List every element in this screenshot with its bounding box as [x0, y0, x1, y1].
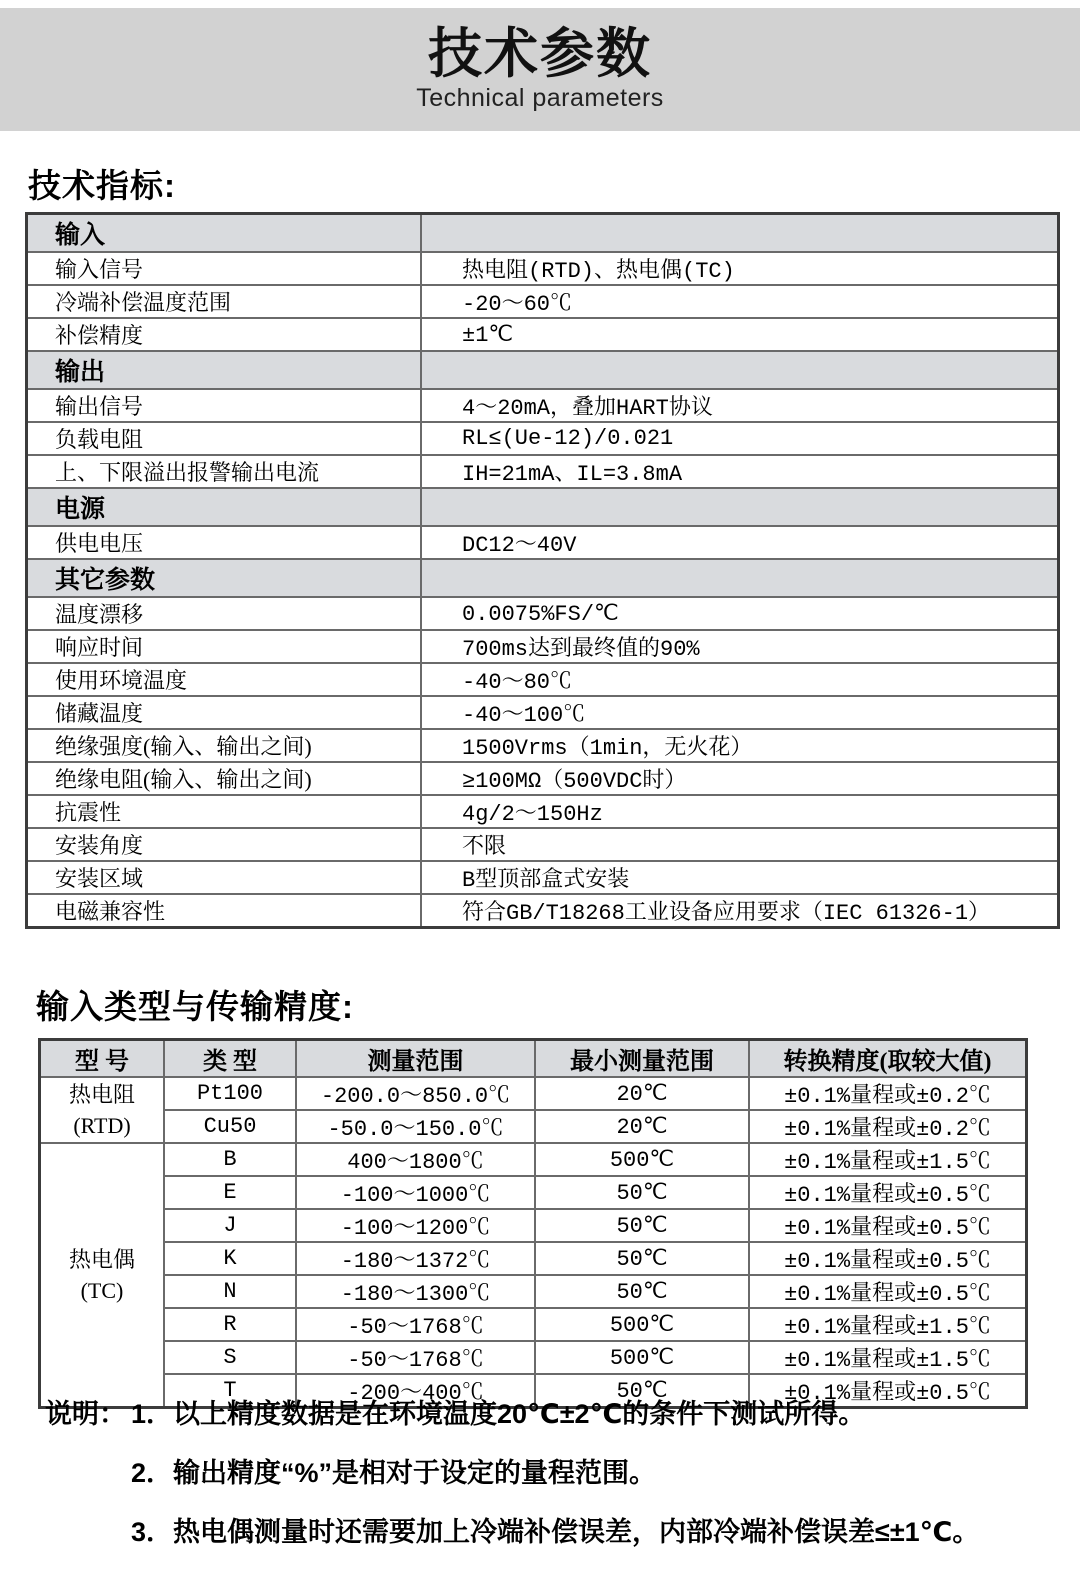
spec-table-row — [27, 729, 1059, 762]
note-line — [45, 1457, 979, 1491]
header-band — [0, 8, 1080, 131]
spec-label-cell: 冷端补偿温度范围 — [27, 285, 422, 318]
spec-table-row — [27, 861, 1059, 894]
io-range-cell: -50.0～150.0℃ — [296, 1110, 535, 1143]
spec-value-cell — [421, 488, 1059, 526]
spec-value-cell: 4～20mA，叠加HART协议 — [421, 389, 1059, 422]
spec-label-cell: 电源 — [27, 488, 422, 526]
io-accuracy-cell: ±0.1%量程或±0.5℃ — [749, 1242, 1027, 1275]
io-accuracy-cell: ±0.1%量程或±0.5℃ — [749, 1275, 1027, 1308]
spec-table-row — [27, 597, 1059, 630]
spec-value-cell: -20～60℃ — [421, 285, 1059, 318]
io-type-cell: Pt100 — [164, 1077, 296, 1110]
io-type-cell: T — [164, 1374, 296, 1408]
note-text: 1．以上精度数据是在环境温度20℃±2℃的条件下测试所得。 — [131, 1399, 866, 1429]
spec-value-cell — [421, 351, 1059, 389]
spec-label-cell: 储藏温度 — [27, 696, 422, 729]
spec-table-row — [27, 252, 1059, 285]
page-title: 技术参数 — [428, 24, 652, 85]
page-subtitle: Technical parameters — [416, 83, 664, 112]
spec-value-cell: ≥100MΩ（500VDC时） — [421, 762, 1059, 795]
io-min-range-cell: 50℃ — [535, 1374, 749, 1408]
spec-label-cell: 负载电阻 — [27, 422, 422, 455]
io-table-row — [40, 1176, 1027, 1209]
spec-table — [25, 212, 1060, 929]
spec-value-cell: 符合GB/T18268工业设备应用要求（IEC 61326-1） — [421, 894, 1059, 928]
spec-section-row — [27, 488, 1059, 526]
note-line — [45, 1516, 979, 1550]
io-range-cell: -50～1768℃ — [296, 1341, 535, 1374]
io-range-cell: -50～1768℃ — [296, 1308, 535, 1341]
io-type-cell: R — [164, 1308, 296, 1341]
io-accuracy-cell: ±0.1%量程或±1.5℃ — [749, 1308, 1027, 1341]
io-type-cell: K — [164, 1242, 296, 1275]
spec-value-cell: -40～80℃ — [421, 663, 1059, 696]
io-accuracy-cell: ±0.1%量程或±0.5℃ — [749, 1176, 1027, 1209]
spec-value-cell: 4g/2～150Hz — [421, 795, 1059, 828]
io-header-cell: 型 号 — [40, 1040, 165, 1078]
io-type-cell: E — [164, 1176, 296, 1209]
spec-label-cell: 安装区域 — [27, 861, 422, 894]
spec-section-heading: 技术指标: — [28, 167, 176, 204]
io-accuracy-cell: ±0.1%量程或±0.2℃ — [749, 1110, 1027, 1143]
io-table — [38, 1038, 1028, 1409]
io-header-cell: 最小测量范围 — [535, 1040, 749, 1078]
io-range-cell: -180～1372℃ — [296, 1242, 535, 1275]
spec-label-cell: 输出信号 — [27, 389, 422, 422]
spec-label-cell: 绝缘电阻(输入、输出之间) — [27, 762, 422, 795]
notes-prefix: 说明： — [45, 1399, 126, 1429]
io-header-cell: 类 型 — [164, 1040, 296, 1078]
spec-label-cell: 电磁兼容性 — [27, 894, 422, 928]
spec-label-cell: 补偿精度 — [27, 318, 422, 351]
io-model-cell — [40, 1077, 165, 1143]
spec-value-cell: ±1℃ — [421, 318, 1059, 351]
io-accuracy-cell: ±0.1%量程或±0.5℃ — [749, 1374, 1027, 1408]
io-section-heading: 输入类型与传输精度: — [36, 988, 354, 1025]
spec-label-cell: 响应时间 — [27, 630, 422, 663]
io-model-sub: (TC) — [80, 1278, 124, 1303]
io-header-row — [40, 1040, 1027, 1078]
spec-section-row — [27, 214, 1059, 253]
io-type-cell: N — [164, 1275, 296, 1308]
spec-table-row — [27, 894, 1059, 928]
spec-value-cell: 不限 — [421, 828, 1059, 861]
spec-table-row — [27, 828, 1059, 861]
spec-value-cell — [421, 559, 1059, 597]
spec-label-cell: 输出 — [27, 351, 422, 389]
spec-value-cell: 热电阻(RTD)、热电偶(TC) — [421, 252, 1059, 285]
io-header-cell: 测量范围 — [296, 1040, 535, 1078]
io-type-cell: S — [164, 1341, 296, 1374]
spec-value-cell: 0.0075%FS/℃ — [421, 597, 1059, 630]
io-min-range-cell: 50℃ — [535, 1176, 749, 1209]
spec-label-cell: 输入 — [27, 214, 422, 253]
spec-table-row — [27, 762, 1059, 795]
spec-value-cell: 1500Vrms（1min，无火花） — [421, 729, 1059, 762]
io-accuracy-cell: ±0.1%量程或±1.5℃ — [749, 1143, 1027, 1176]
note-text: 3．热电偶测量时还需要加上冷端补偿误差，内部冷端补偿误差≤±1℃。 — [131, 1516, 980, 1547]
spec-label-cell: 使用环境温度 — [27, 663, 422, 696]
io-type-cell: J — [164, 1209, 296, 1242]
spec-value-cell: B型顶部盒式安装 — [421, 861, 1059, 894]
spec-table-row — [27, 455, 1059, 488]
spec-table-row — [27, 795, 1059, 828]
spec-table-row — [27, 663, 1059, 696]
io-model-sub: (RTD) — [73, 1113, 131, 1138]
note-line — [45, 1398, 979, 1432]
io-min-range-cell: 20℃ — [535, 1077, 749, 1110]
io-type-cell: Cu50 — [164, 1110, 296, 1143]
io-accuracy-cell: ±0.1%量程或±0.5℃ — [749, 1209, 1027, 1242]
io-table-row — [40, 1110, 1027, 1143]
spec-label-cell: 温度漂移 — [27, 597, 422, 630]
io-model-name: 热电偶 — [68, 1247, 135, 1272]
io-range-cell: -100～1200℃ — [296, 1209, 535, 1242]
spec-value-cell: DC12～40V — [421, 526, 1059, 559]
spec-label-cell: 供电电压 — [27, 526, 422, 559]
note-text: 2．输出精度“%”是相对于设定的量程范围。 — [131, 1457, 657, 1488]
spec-section-row — [27, 351, 1059, 389]
spec-value-cell: RL≤(Ue-12)/0.021 — [421, 422, 1059, 455]
spec-table-row — [27, 389, 1059, 422]
spec-label-cell: 绝缘强度(输入、输出之间) — [27, 729, 422, 762]
io-table-row — [40, 1242, 1027, 1275]
io-range-cell: -200.0～850.0℃ — [296, 1077, 535, 1110]
io-header-cell: 转换精度(取较大值) — [749, 1040, 1027, 1078]
io-min-range-cell: 50℃ — [535, 1209, 749, 1242]
spec-table-row — [27, 526, 1059, 559]
io-range-cell: -200～400℃ — [296, 1374, 535, 1408]
io-range-cell: -100～1000℃ — [296, 1176, 535, 1209]
spec-table-row — [27, 285, 1059, 318]
io-table-row — [40, 1308, 1027, 1341]
io-accuracy-cell: ±0.1%量程或±0.2℃ — [749, 1077, 1027, 1110]
io-table-row — [40, 1341, 1027, 1374]
spec-label-cell: 安装角度 — [27, 828, 422, 861]
io-table-row — [40, 1209, 1027, 1242]
spec-label-cell: 抗震性 — [27, 795, 422, 828]
io-table-row — [40, 1077, 1027, 1110]
spec-table-row — [27, 630, 1059, 663]
io-accuracy-cell: ±0.1%量程或±1.5℃ — [749, 1341, 1027, 1374]
io-min-range-cell: 500℃ — [535, 1308, 749, 1341]
spec-value-cell: IH=21mA、IL=3.8mA — [421, 455, 1059, 488]
spec-table-row — [27, 696, 1059, 729]
io-min-range-cell: 500℃ — [535, 1143, 749, 1176]
io-table-row — [40, 1143, 1027, 1176]
io-type-cell: B — [164, 1143, 296, 1176]
spec-label-cell: 输入信号 — [27, 252, 422, 285]
io-model-cell — [40, 1143, 165, 1408]
spec-table-row — [27, 318, 1059, 351]
io-table-row — [40, 1275, 1027, 1308]
spec-label-cell: 其它参数 — [27, 559, 422, 597]
spec-value-cell: -40～100℃ — [421, 696, 1059, 729]
io-min-range-cell: 50℃ — [535, 1242, 749, 1275]
spec-table-row — [27, 422, 1059, 455]
io-min-range-cell: 50℃ — [535, 1275, 749, 1308]
spec-value-cell — [421, 214, 1059, 253]
io-range-cell: -180～1300℃ — [296, 1275, 535, 1308]
io-model-name: 热电阻 — [68, 1082, 135, 1107]
io-min-range-cell: 20℃ — [535, 1110, 749, 1143]
io-min-range-cell: 500℃ — [535, 1341, 749, 1374]
spec-value-cell: 700ms达到最终值的90% — [421, 630, 1059, 663]
io-range-cell: 400～1800℃ — [296, 1143, 535, 1176]
spec-label-cell: 上、下限溢出报警输出电流 — [27, 455, 422, 488]
notes-block — [45, 1398, 979, 1574]
spec-section-row — [27, 559, 1059, 597]
